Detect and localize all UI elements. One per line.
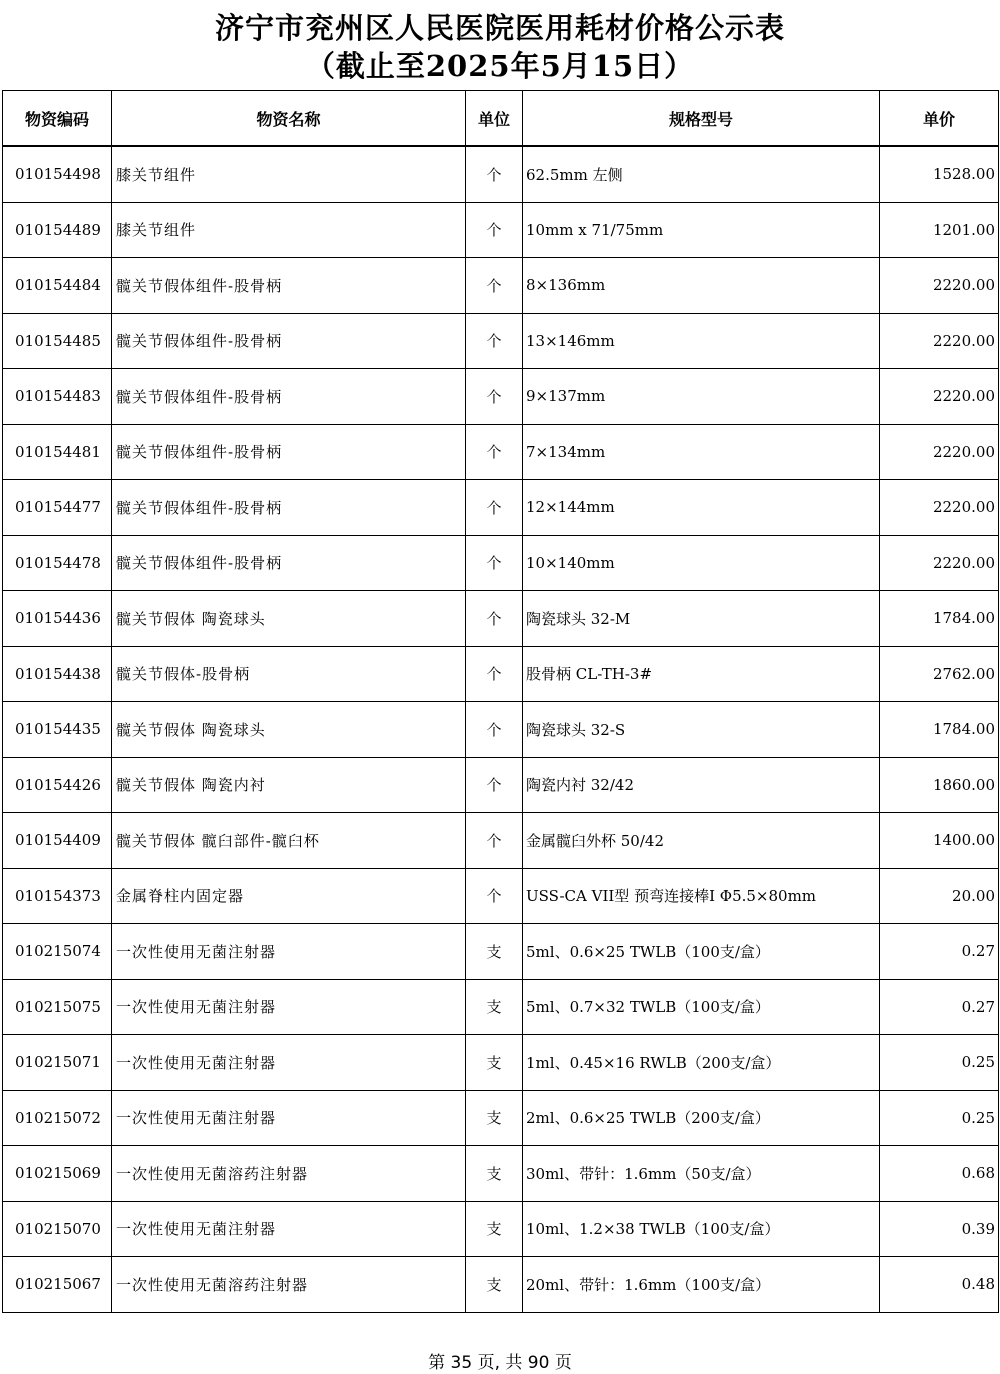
cell-code: 010154409 [3,813,112,869]
cell-name: 髋关节假体-股骨柄 [112,646,466,702]
page-subtitle-date: （截止至2025年5月15日） [305,49,695,83]
cell-price: 0.25 [880,1090,999,1146]
cell-unit: 支 [466,979,523,1035]
cell-price: 2762.00 [880,646,999,702]
cell-spec: 9×137mm [523,369,880,425]
cell-price: 0.39 [880,1201,999,1257]
cell-price: 2220.00 [880,424,999,480]
cell-spec: 10mm x 71/75mm [523,202,880,258]
cell-spec: 62.5mm 左侧 [523,146,880,202]
cell-price: 0.27 [880,979,999,1035]
cell-name: 髋关节假体组件-股骨柄 [112,424,466,480]
cell-code: 010215074 [3,924,112,980]
cell-code: 010154477 [3,480,112,536]
cell-unit: 个 [466,258,523,314]
table-row [3,1257,999,1313]
table-row [3,480,999,536]
cell-code: 010154436 [3,591,112,647]
table-row [3,868,999,924]
cell-spec: 金属髋臼外杯 50/42 [523,813,880,869]
cell-name: 一次性使用无菌注射器 [112,1201,466,1257]
cell-code: 010215069 [3,1146,112,1202]
table-row [3,924,999,980]
table-row [3,1035,999,1091]
cell-unit: 个 [466,591,523,647]
cell-spec: 20ml、带针：1.6mm（100支/盒） [523,1257,880,1313]
cell-spec: 10ml、1.2×38 TWLB（100支/盒） [523,1201,880,1257]
header-code: 物资编码 [3,91,112,147]
cell-code: 010215072 [3,1090,112,1146]
cell-price: 0.27 [880,924,999,980]
cell-name: 髋关节假体组件-股骨柄 [112,535,466,591]
table-row [3,757,999,813]
cell-code: 010154498 [3,146,112,202]
cell-unit: 个 [466,480,523,536]
cell-name: 一次性使用无菌注射器 [112,1035,466,1091]
cell-name: 髋关节假体组件-股骨柄 [112,369,466,425]
cell-code: 010154435 [3,702,112,758]
price-table [2,90,999,1313]
cell-name: 髋关节假体 陶瓷球头 [112,702,466,758]
cell-unit: 个 [466,202,523,258]
cell-price: 2220.00 [880,258,999,314]
cell-spec: USS-CA VII型 预弯连接棒I Φ5.5×80mm [523,868,880,924]
cell-unit: 个 [466,757,523,813]
table-header-row [3,91,999,147]
cell-name: 一次性使用无菌溶药注射器 [112,1257,466,1313]
cell-name: 膝关节组件 [112,146,466,202]
cell-price: 2220.00 [880,369,999,425]
cell-code: 010154483 [3,369,112,425]
table-row [3,813,999,869]
cell-name: 髋关节假体组件-股骨柄 [112,480,466,536]
cell-code: 010215070 [3,1201,112,1257]
cell-name: 髋关节假体组件-股骨柄 [112,313,466,369]
cell-unit: 支 [466,1090,523,1146]
table-row [3,202,999,258]
cell-spec: 陶瓷球头 32-M [523,591,880,647]
cell-name: 膝关节组件 [112,202,466,258]
cell-price: 2220.00 [880,480,999,536]
table-row [3,146,999,202]
cell-code: 010154489 [3,202,112,258]
cell-unit: 个 [466,146,523,202]
cell-code: 010154426 [3,757,112,813]
cell-name: 金属脊柱内固定器 [112,868,466,924]
cell-name: 一次性使用无菌注射器 [112,1090,466,1146]
cell-spec: 13×146mm [523,313,880,369]
cell-unit: 个 [466,813,523,869]
cell-unit: 个 [466,535,523,591]
cell-price: 2220.00 [880,535,999,591]
cell-code: 010154478 [3,535,112,591]
cell-price: 1784.00 [880,702,999,758]
cell-spec: 陶瓷内衬 32/42 [523,757,880,813]
header-unit: 单位 [466,91,523,147]
cell-price: 0.25 [880,1035,999,1091]
table-row [3,1090,999,1146]
cell-code: 010215071 [3,1035,112,1091]
cell-name: 髋关节假体组件-股骨柄 [112,258,466,314]
cell-spec: 5ml、0.6×25 TWLB（100支/盒） [523,924,880,980]
header-spec: 规格型号 [523,91,880,147]
table-row [3,424,999,480]
cell-name: 髋关节假体 陶瓷内衬 [112,757,466,813]
cell-price: 1528.00 [880,146,999,202]
cell-code: 010154485 [3,313,112,369]
cell-spec: 12×144mm [523,480,880,536]
table-row [3,702,999,758]
cell-code: 010215075 [3,979,112,1035]
cell-price: 0.68 [880,1146,999,1202]
cell-unit: 支 [466,1257,523,1313]
table-row [3,258,999,314]
cell-name: 一次性使用无菌注射器 [112,979,466,1035]
cell-unit: 个 [466,313,523,369]
cell-spec: 10×140mm [523,535,880,591]
table-row [3,591,999,647]
cell-code: 010215067 [3,1257,112,1313]
cell-code: 010154373 [3,868,112,924]
cell-spec: 2ml、0.6×25 TWLB（200支/盒） [523,1090,880,1146]
cell-price: 2220.00 [880,313,999,369]
header-name: 物资名称 [112,91,466,147]
cell-price: 1860.00 [880,757,999,813]
cell-name: 髋关节假体 髋臼部件-髋臼杯 [112,813,466,869]
cell-price: 1400.00 [880,813,999,869]
table-row [3,646,999,702]
cell-spec: 7×134mm [523,424,880,480]
cell-unit: 支 [466,924,523,980]
table-row [3,535,999,591]
cell-name: 一次性使用无菌注射器 [112,924,466,980]
table-row [3,313,999,369]
cell-price: 20.00 [880,868,999,924]
page-title: 济宁市兖州区人民医院医用耗材价格公示表 [214,11,785,45]
cell-code: 010154481 [3,424,112,480]
cell-price: 0.48 [880,1257,999,1313]
table-body [3,146,999,1312]
cell-unit: 个 [466,424,523,480]
cell-spec: 陶瓷球头 32-S [523,702,880,758]
cell-code: 010154438 [3,646,112,702]
table-row [3,979,999,1035]
table-row [3,369,999,425]
cell-spec: 股骨柄 CL-TH-3# [523,646,880,702]
cell-unit: 支 [466,1146,523,1202]
cell-price: 1784.00 [880,591,999,647]
table-row [3,1146,999,1202]
cell-name: 一次性使用无菌溶药注射器 [112,1146,466,1202]
cell-unit: 支 [466,1201,523,1257]
cell-spec: 8×136mm [523,258,880,314]
cell-unit: 个 [466,646,523,702]
cell-spec: 5ml、0.7×32 TWLB（100支/盒） [523,979,880,1035]
cell-spec: 30ml、带针：1.6mm（50支/盒） [523,1146,880,1202]
cell-price: 1201.00 [880,202,999,258]
cell-unit: 个 [466,702,523,758]
cell-code: 010154484 [3,258,112,314]
page-number: 第 35 页, 共 90 页 [428,1353,572,1373]
cell-unit: 支 [466,1035,523,1091]
cell-name: 髋关节假体 陶瓷球头 [112,591,466,647]
cell-unit: 个 [466,868,523,924]
header-price: 单价 [880,91,999,147]
table-row [3,1201,999,1257]
cell-spec: 1ml、0.45×16 RWLB（200支/盒） [523,1035,880,1091]
cell-unit: 个 [466,369,523,425]
